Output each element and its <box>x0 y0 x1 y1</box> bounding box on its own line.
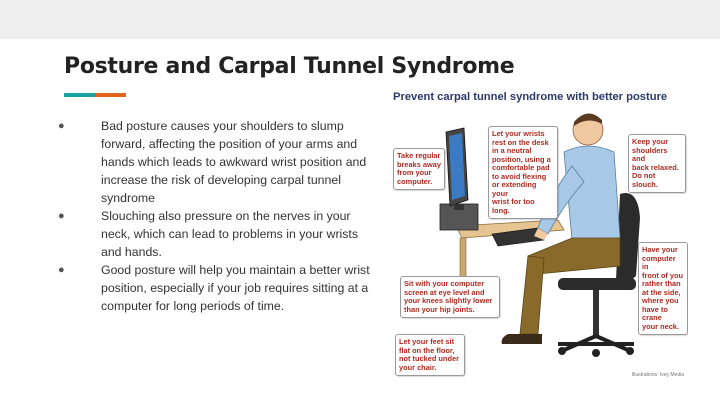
title-accent-orange <box>95 93 126 97</box>
callout-feet: Let your feet sit flat on the floor, not tucked under your chair. <box>395 334 465 376</box>
bullet-dot-icon: ● <box>58 264 65 276</box>
chair-wheel-shape <box>626 347 634 355</box>
bullet-text: Good posture will help you maintain a better wrist position, especially if your job requires sitting at a computer for long periods of time. <box>101 263 370 313</box>
bullet-dot-icon: ● <box>58 210 65 222</box>
callout-shoulders: Keep your shoulders and back relaxed. Do not slouch. <box>628 134 686 193</box>
title-accent-teal <box>64 93 95 97</box>
bullet-text: Bad posture causes your shoulders to slump forward, affecting the position of your arms and hands which leads to awkward wrist position and increase the risk of developing carpal tunnel syndrome <box>101 119 367 205</box>
illustration-credit: Illustrations: Ivey Media <box>631 372 684 378</box>
chair-wheel-shape <box>558 347 566 355</box>
callout-breaks: Take regular breaks away from your computer. <box>393 148 445 190</box>
bullet-list <box>58 117 378 315</box>
chair-seat-shape <box>558 278 636 290</box>
person-shoe-shape <box>502 334 542 344</box>
chair-wheel-shape <box>592 349 600 357</box>
monitor-stand-shape <box>454 204 464 210</box>
illustration-title: Prevent carpal tunnel syndrome with better posture <box>393 91 668 103</box>
bullet-item <box>58 117 378 207</box>
slide-title: Posture and Carpal Tunnel Syndrome <box>64 54 515 79</box>
callout-screen-side: Have your computer in front of you rather than at the side, where you have to crane your neck. <box>638 242 688 335</box>
bullet-text: Slouching also pressure on the nerves in your neck, which can lead to problems in your wrists and hands. <box>101 209 358 259</box>
posture-illustration <box>388 88 688 382</box>
chair-post-shape <box>593 290 599 336</box>
bullet-dot-icon: ● <box>58 120 65 132</box>
person-shin-shape <box>520 256 544 334</box>
callout-wrists: Let your wrists rest on the desk in a neutral position, using a comfortable pad to avoid flexing or extending your wrist for too long. <box>488 126 558 219</box>
bullet-item <box>58 207 378 261</box>
top-bar <box>0 0 720 39</box>
chair-base-shape <box>558 336 634 350</box>
desk-leg-shape <box>460 238 466 278</box>
bullet-item <box>58 261 378 315</box>
callout-eye-level: Sit with your computer screen at eye level and your knees slightly lower than your hip joints. <box>400 276 500 318</box>
